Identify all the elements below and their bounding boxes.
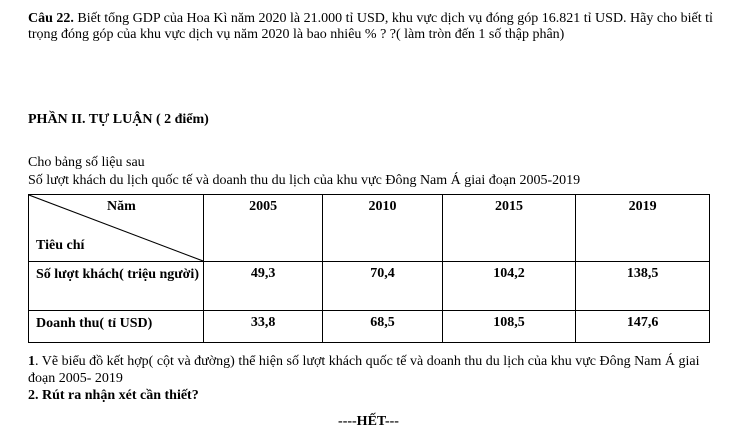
table-cell: 68,5: [323, 311, 442, 343]
table-cell: 104,2: [442, 262, 576, 311]
table-cell: 108,5: [442, 311, 576, 343]
question-22-text: Biết tổng GDP của Hoa Kì năm 2020 là 21.000 tỉ USD, khu vực dịch vụ đóng góp 16.821 tỉ USD. Hãy cho biết tỉ trọng đóng góp của khu vực dịch vụ năm 2020 là bao nhiêu % ? ?( làm tròn đến 1 số thập phân): [28, 11, 713, 42]
task-2: [28, 387, 728, 404]
intro-line: Cho bảng số liệu sau: [28, 155, 145, 170]
corner-year-label: Năm: [107, 199, 136, 214]
task-1-number: 1: [28, 354, 35, 369]
task-1-text: . Vẽ biểu đồ kết hợp( cột và đường) thể hiện số lượt khách quốc tế và doanh thu du lịch của khu vực Đông Nam Á giai đoạn 2005- 2019: [28, 354, 700, 386]
data-table: [28, 194, 710, 343]
table-intro: [28, 154, 580, 190]
row-label: Doanh thu( tỉ USD): [29, 311, 204, 343]
corner-criteria-label: Tiêu chí: [36, 238, 85, 253]
year-header: 2010: [323, 195, 442, 262]
year-header: 2005: [204, 195, 323, 262]
table-cell: 138,5: [576, 262, 710, 311]
part-2-heading: PHẦN II. TỰ LUẬN ( 2 điểm): [28, 112, 209, 127]
task-list: [28, 353, 728, 404]
table-cell: 147,6: [576, 311, 710, 343]
task-2-text: Rút ra nhận xét cần thiết?: [38, 388, 199, 403]
table-cell: 70,4: [323, 262, 442, 311]
table-row-visitors: [29, 262, 710, 311]
question-22: [28, 11, 718, 43]
table-cell: 33,8: [204, 311, 323, 343]
question-22-label: Câu 22.: [28, 11, 74, 26]
task-1: [28, 353, 728, 387]
year-header: 2019: [576, 195, 710, 262]
end-mark: ----HẾT---: [338, 414, 399, 429]
corner-cell: [29, 195, 204, 262]
table-row-revenue: [29, 311, 710, 343]
table-title: Số lượt khách du lịch quốc tế và doanh thu du lịch của khu vực Đông Nam Á giai đoạn 2005-2019: [28, 173, 581, 188]
row-label: Số lượt khách( triệu người): [29, 262, 204, 311]
task-2-number: 2.: [28, 388, 39, 403]
table-header-row: [29, 195, 710, 262]
table-cell: 49,3: [204, 262, 323, 311]
year-header: 2015: [442, 195, 576, 262]
